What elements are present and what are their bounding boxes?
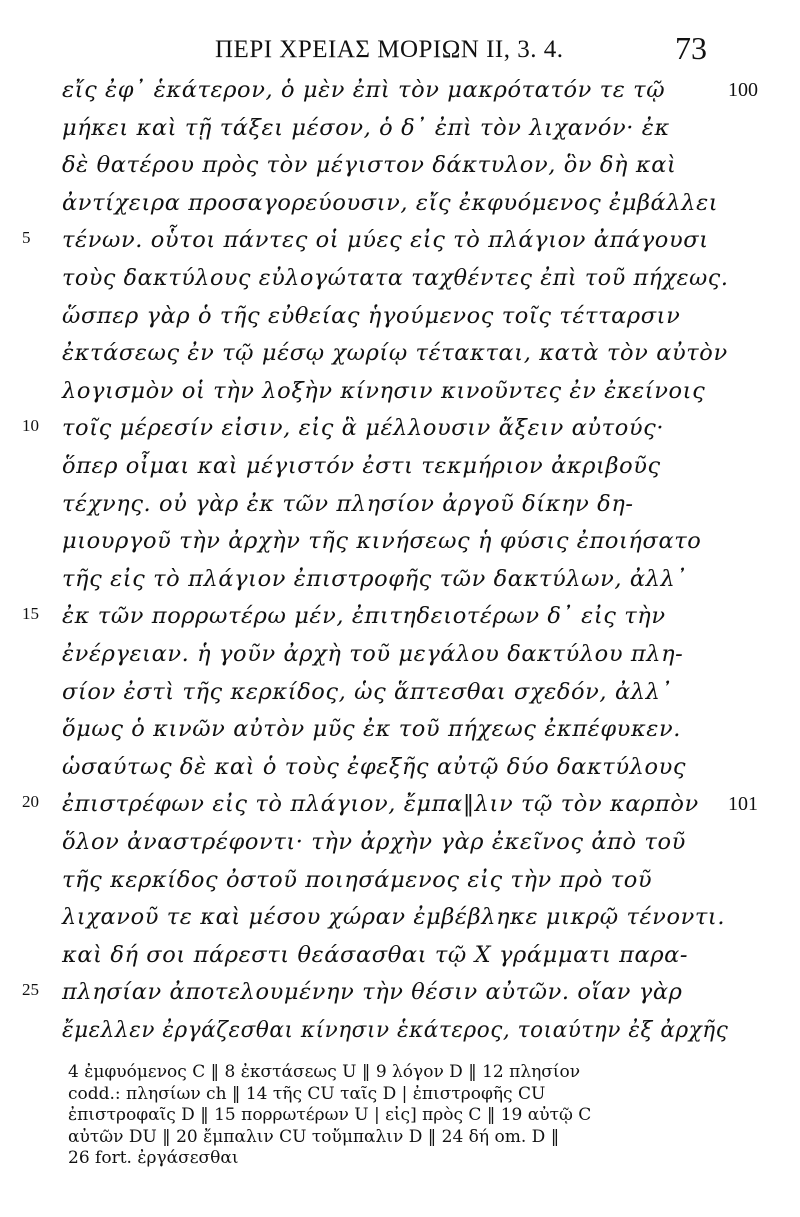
line-number: 5	[22, 228, 31, 248]
line-text: ἀντίχειρα προσαγορεύουσιν, εἴς ἐκφυόμενος ἐμβάλλει	[62, 189, 719, 216]
line-text: τένων. οὗτοι πάντες οἱ μύες εἰς τὸ πλάγιον ἀπάγουσι	[62, 227, 709, 254]
line-text: τέχνης. οὐ γὰρ ἐκ τῶν πλησίον ἀργοῦ δίκην δη-	[62, 490, 634, 517]
line-text: ὅπερ οἶμαι καὶ μέγιστόν ἐστι τεκμήριον ἀκριβοῦς	[62, 453, 661, 479]
apparatus-line: αὐτῶν DU ‖ 20 ἔμπαλιν CU τοὔμπαλιν D ‖ 24 δή om. D ‖	[68, 1126, 560, 1147]
running-head	[0, 30, 800, 70]
line-text: ἔμελλεν ἐργάζεσθαι κίνησιν ἑκάτερος, τοιαύτην ἐξ ἀρχῆς	[62, 1017, 729, 1043]
page-number: 73	[675, 30, 707, 66]
line-text: δὲ θατέρου πρὸς τὸν μέγιστον δάκτυλον, ὃν δὴ καὶ	[62, 152, 677, 179]
line-text: τοῖς μέρεσίν εἰσιν, εἰς ἃ μέλλουσιν ἄξειν αὐτούς·	[62, 415, 665, 442]
line-text: λογισμὸν οἱ τὴν λοξὴν κίνησιν κινοῦντες ἐν ἐκείνοις	[62, 377, 706, 404]
line-text: καὶ δή σοι πάρεστι θεάσασθαι τῷ X γράμματι παρα-	[62, 941, 689, 968]
line-number: 15	[22, 604, 39, 624]
line-text: εἴς ἐφ᾽ ἑκάτερον, ὁ μὲν ἐπὶ τὸν μακρότατόν τε τῷ	[62, 77, 666, 103]
apparatus-line: 26 fort. ἐργάσεσθαι	[68, 1148, 239, 1168]
line-text: λιχανοῦ τε καὶ μέσου χώραν ἐμβέβληκε μικρῷ τένοντι.	[62, 904, 726, 931]
line-text: μήκει καὶ τῇ τάξει μέσον, ὁ δ᾽ ἐπὶ τὸν λιχανόν· ἐκ	[62, 114, 670, 141]
line-text: ὡσαύτως δὲ καὶ ὁ τοὺς ἐφεξῆς αὐτῷ δύο δακτύλους	[62, 753, 687, 780]
line-text: ἐπιστρέφων εἰς τὸ πλάγιον, ἔμπα‖λιν τῷ τὸν καρπὸν	[62, 791, 699, 818]
line-text: ὥσπερ γὰρ ὁ τῆς εὐθείας ἡγούμενος τοῖς τέτταρσιν	[62, 302, 681, 329]
line-text: τῆς εἰς τὸ πλάγιον ἐπιστροφῆς τῶν δακτύλων, ἀλλ᾽	[62, 565, 688, 592]
line-number: 10	[22, 416, 39, 436]
line-number: 20	[22, 792, 39, 812]
text-line	[0, 1008, 800, 1052]
running-title: ΠΕΡΙ ΧΡΕΙΑΣ ΜΟΡΙΩΝ II, 3. 4.	[215, 36, 564, 63]
marginal-page-reference: 100	[728, 79, 758, 101]
apparatus-line: codd.: πλησίων ch ‖ 14 τῆς CU ταῖς D | ἐπιστροφῆς CU	[68, 1083, 546, 1104]
line-text: ἐκ τῶν πορρωτέρω μέν, ἐπιτηδειοτέρων δ᾽ εἰς τὴν	[62, 603, 666, 630]
line-text: τῆς κερκίδος ὀστοῦ ποιησάμενος εἰς τὴν πρὸ τοῦ	[62, 866, 653, 893]
line-text: ὅμως ὁ κινῶν αὐτὸν μῦς ἐκ τοῦ πήχεως ἐκπέφυκεν.	[62, 716, 682, 743]
apparatus-line: ἐπιστροφαῖς D ‖ 15 πορρωτέρων U | εἰς] πρὸς C ‖ 19 αὐτῷ C	[68, 1105, 592, 1125]
line-text: ἐνέργειαν. ἡ γοῦν ἀρχὴ τοῦ μεγάλου δακτύλου πλη-	[62, 641, 684, 667]
line-text: τοὺς δακτύλους εὐλογώτατα ταχθέντες ἐπὶ τοῦ πήχεως.	[62, 265, 729, 291]
marginal-page-reference: 101	[728, 793, 758, 816]
line-text: σίον ἐστὶ τῆς κερκίδος, ὡς ἅπτεσθαι σχεδόν, ἀλλ᾽	[62, 678, 673, 705]
line-number: 25	[22, 980, 39, 1000]
line-text: πλησίαν ἀποτελουμένην τὴν θέσιν αὐτῶν. οἵαν γὰρ	[62, 979, 683, 1006]
line-text: μιουργοῦ τὴν ἀρχὴν τῆς κινήσεως ἡ φύσις ἐποιήσατο	[62, 528, 702, 555]
apparatus-line: 4 ἐμφυόμενος C ‖ 8 ἐκστάσεως U ‖ 9 λόγον D ‖ 12 πλησίον	[68, 1062, 581, 1082]
line-text: ὅλον ἀναστρέφοντι· τὴν ἀρχὴν γὰρ ἐκεῖνος ἀπὸ τοῦ	[62, 829, 686, 855]
line-text: ἐκτάσεως ἐν τῷ μέσῳ χωρίῳ τέτακται, κατὰ τὸν αὐτὸν	[62, 340, 728, 367]
